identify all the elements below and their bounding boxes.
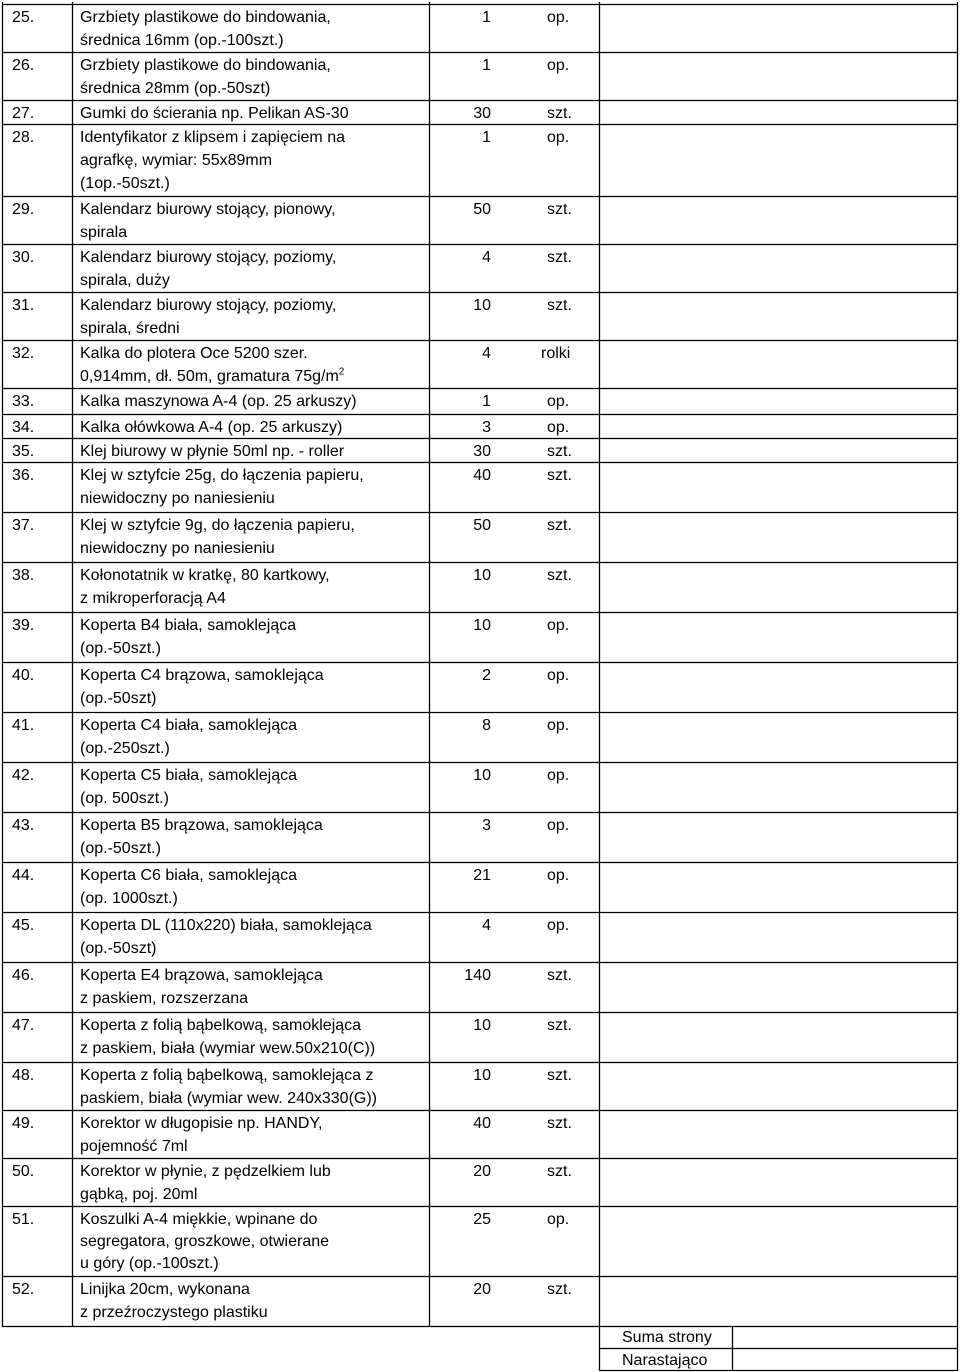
item-name-line: Korektor w długopisie np. HANDY, [80,1115,323,1132]
table-row [0,462,960,512]
item-name-line: Kołonotatnik w kratkę, 80 kartkowy, [80,567,330,584]
quantity: 40 [473,1115,491,1132]
item-name-line: Koperta E4 brązowa, samoklejąca [80,967,323,984]
row-number: 38. [12,567,35,584]
row-number: 46. [12,967,35,984]
item-name-line: Kalka maszynowa A-4 (op. 25 arkuszy) [80,393,357,410]
row-number: 29. [12,201,35,218]
item-name-line: z przeźroczystego plastiku [80,1304,268,1321]
table-row [0,862,960,912]
running-total-label: Narastająco [622,1352,708,1369]
quantity: 3 [482,419,491,436]
item-name-line: Grzbiety plastikowe do bindowania, [80,9,331,26]
item-name-line: (1op.-50szt.) [80,175,170,192]
item-name-line: agrafkę, wymiar: 55x89mm [80,152,273,169]
quantity: 50 [473,201,491,218]
unit: szt. [547,1115,572,1132]
table-row [0,4,960,52]
table-row [0,388,960,414]
unit: szt. [547,567,572,584]
item-name-line: (op.-250szt.) [80,740,170,757]
item-name-line: paskiem, biała (wymiar wew. 240x330(G)) [80,1090,377,1107]
row-number: 48. [12,1067,35,1084]
quantity: 1 [482,393,491,410]
item-name-line: (op.-50szt.) [80,840,161,857]
unit: szt. [547,967,572,984]
unit: szt. [547,1017,572,1034]
unit: szt. [547,443,572,460]
unit: op. [547,817,570,834]
table-row [0,124,960,196]
item-name-line: (op.-50szt) [80,940,157,957]
quantity: 4 [482,249,491,266]
row-number: 43. [12,817,35,834]
item-name-line: Koperta C4 biała, samoklejąca [80,717,298,734]
item-name-line: Grzbiety plastikowe do bindowania, [80,57,331,74]
quantity: 140 [464,967,491,984]
quantity: 10 [473,617,491,634]
unit: szt. [547,467,572,484]
unit: op. [547,1211,570,1228]
item-name-line: Koperta DL (110x220) biała, samoklejąca [80,917,372,934]
row-number: 40. [12,667,35,684]
item-name-line: Kalendarz biurowy stojący, poziomy, [80,249,337,266]
unit: szt. [547,249,572,266]
quantity: 4 [482,345,491,362]
table-row [0,1206,960,1276]
table-row [0,52,960,100]
unit: op. [547,57,570,74]
row-number: 50. [12,1163,35,1180]
quantity: 10 [473,1067,491,1084]
item-name-line: Koperta C5 biała, samoklejąca [80,767,298,784]
item-name-line: Kalka do plotera Oce 5200 szer. [80,345,308,362]
item-name-line: spirala, średni [80,320,180,337]
table-row [0,292,960,340]
item-name-line: Klej w sztyfcie 25g, do łączenia papieru, [80,467,364,484]
item-name-line: Kalka ołówkowa A-4 (op. 25 arkuszy) [80,419,343,436]
unit: op. [547,767,570,784]
item-name-line: Klej w sztyfcie 9g, do łączenia papieru, [80,517,355,534]
item-name-line: Koperta B5 brązowa, samoklejąca [80,817,323,834]
row-number: 32. [12,345,35,362]
row-number: 26. [12,57,35,74]
table-row [0,812,960,862]
table-row [0,438,960,462]
item-name-line: niewidoczny po naniesieniu [80,540,275,557]
quantity: 1 [482,9,491,26]
quantity: 10 [473,1017,491,1034]
table-row [0,244,960,292]
table-row [0,1158,960,1206]
row-number: 35. [12,443,35,460]
item-name-line: Kalendarz biurowy stojący, poziomy, [80,297,337,314]
item-name-line: Klej biurowy w płynie 50ml np. - roller [80,443,345,460]
item-name-line: (op. 500szt.) [80,790,169,807]
quantity: 10 [473,567,491,584]
unit: op. [547,667,570,684]
item-name-line: (op.-50szt) [80,690,157,707]
item-name-line: Kalendarz biurowy stojący, pionowy, [80,201,336,218]
unit: szt. [547,517,572,534]
table-row [0,962,960,1012]
row-number: 34. [12,419,35,436]
quantity: 8 [482,717,491,734]
item-name-line: u góry (op.-100szt.) [80,1255,219,1272]
row-number: 39. [12,617,35,634]
item-name-line: pojemność 7ml [80,1138,188,1155]
quantity: 10 [473,297,491,314]
row-number: 52. [12,1281,35,1298]
table-row [0,512,960,562]
quantity: 30 [473,105,491,122]
superscript: 2 [338,366,345,378]
item-name-line: z mikroperforacją A4 [80,590,226,607]
table-row [0,562,960,612]
table-row [0,612,960,662]
table-row [0,1012,960,1062]
unit: op. [547,393,570,410]
row-number: 30. [12,249,35,266]
table-row [0,762,960,812]
item-name-line: z paskiem, rozszerzana [80,990,249,1007]
table-row [0,1062,960,1110]
item-name-line: średnica 28mm (op.-50szt) [80,80,271,97]
row-number: 42. [12,767,35,784]
row-number: 49. [12,1115,35,1132]
item-name-line: gąbką, poj. 20ml [80,1186,198,1203]
row-number: 41. [12,717,35,734]
table-row [0,414,960,438]
row-number: 25. [12,9,35,26]
quantity: 20 [473,1281,491,1298]
item-name-line: Koperta z folią bąbelkową, samoklejąca z [80,1067,374,1084]
quantity: 3 [482,817,491,834]
row-number: 31. [12,297,35,314]
item-name-line: Koperta C4 brązowa, samoklejąca [80,667,324,684]
row-number: 36. [12,467,35,484]
item-name-line: 0,914mm, dł. 50m, gramatura $75g/m^2$ [80,366,345,385]
quantity: 30 [473,443,491,460]
item-name-line: (op. 1000szt.) [80,890,178,907]
table-row [0,100,960,124]
item-name-line: Linijka 20cm, wykonana [80,1281,250,1298]
table-row [0,196,960,244]
quantity: 10 [473,767,491,784]
unit: szt. [547,1067,572,1084]
unit: op. [547,9,570,26]
quantity: 1 [482,129,491,146]
row-number: 44. [12,867,35,884]
unit: op. [547,717,570,734]
item-name-line: Koperta z folią bąbelkową, samoklejąca [80,1017,362,1034]
row-number: 37. [12,517,35,534]
row-number: 33. [12,393,35,410]
item-name-line: Gumki do ścierania np. Pelikan AS-30 [80,105,349,122]
unit: op. [547,129,570,146]
unit: rolki [541,345,571,362]
quantity: 50 [473,517,491,534]
row-number: 28. [12,129,35,146]
item-name-line: z paskiem, biała (wymiar wew.50x210(C)) [80,1040,376,1057]
item-name-line: Korektor w płynie, z pędzelkiem lub [80,1163,331,1180]
quantity: 2 [482,667,491,684]
item-name-line: segregatora, groszkowe, otwierane [80,1233,330,1250]
item-name-line: spirala [80,224,128,241]
quantity: 40 [473,467,491,484]
unit: szt. [547,105,572,122]
row-number: 51. [12,1211,35,1228]
unit: szt. [547,297,572,314]
table-row [0,712,960,762]
row-number: 45. [12,917,35,934]
quantity: 25 [473,1211,491,1228]
unit: op. [547,867,570,884]
item-name-line: (op.-50szt.) [80,640,161,657]
quantity: 21 [473,867,491,884]
table-row [0,1110,960,1158]
row-number: 27. [12,105,35,122]
row-number: 47. [12,1017,35,1034]
table-row [0,1276,960,1326]
item-name-line: Koperta B4 biała, samoklejąca [80,617,297,634]
unit: szt. [547,201,572,218]
table-row [0,340,960,388]
unit: szt. [547,1281,572,1298]
item-name-line: średnica 16mm (op.-100szt.) [80,32,284,49]
quantity: 1 [482,57,491,74]
quantity: 4 [482,917,491,934]
unit: szt. [547,1163,572,1180]
unit: op. [547,917,570,934]
table-row [0,662,960,712]
quantity: 20 [473,1163,491,1180]
item-name-line: Koperta C6 biała, samoklejąca [80,867,298,884]
page-total-label: Suma strony [622,1329,712,1346]
item-name-line: Koszulki A-4 miękkie, wpinane do [80,1211,318,1228]
item-name-line: spirala, duży [80,272,170,289]
table-row [0,912,960,962]
unit: op. [547,617,570,634]
item-name-line: niewidoczny po naniesieniu [80,490,275,507]
item-name-line: Identyfikator z klipsem i zapięciem na [80,129,345,146]
unit: op. [547,419,570,436]
